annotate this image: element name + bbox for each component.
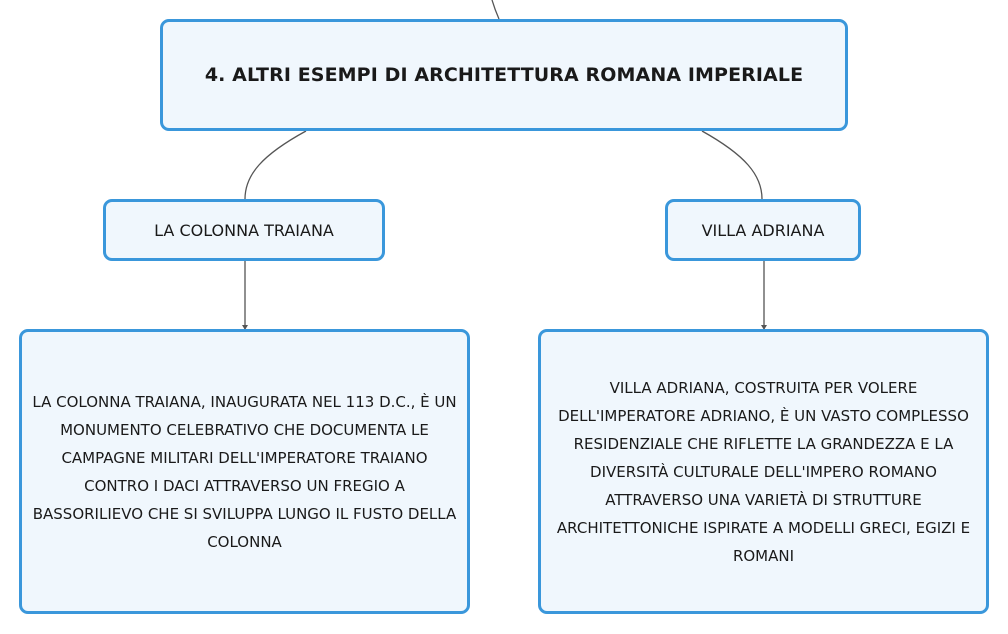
connector-root-to-colonna-traiana (245, 131, 306, 199)
topic-label-villa-adriana: VILLA ADRIANA (701, 220, 825, 240)
detail-text-villa-adriana: VILLA ADRIANA, COSTRUITA PER VOLERE DELL'IMPERATORE ADRIANO, È UN VASTO COMPLESSO RESIDENZIALE CHE RIFLETTE LA GRANDEZZA E LA DIVERSITÀ CULTURALE DELL'IMPERO ROMANO ATTRAVERSO UNA VARIETÀ DI STRUTTURE ARCHITETTONICHE ISPIRATE A MODELLI GRECI, EGIZI E ROMANI (556, 378, 971, 565)
connector-root-to-villa-adriana (702, 131, 762, 199)
topic-label-colonna-traiana: LA COLONNA TRAIANA (154, 220, 334, 240)
topic-node-villa-adriana[interactable] (665, 199, 861, 261)
root-topic-node[interactable] (160, 19, 848, 131)
detail-node-villa-adriana[interactable] (538, 329, 989, 614)
root-topic-label: 4. ALTRI ESEMPI DI ARCHITETTURA ROMANA IMPERIALE (204, 64, 804, 86)
connector-from-parent (492, 0, 499, 19)
topic-node-colonna-traiana[interactable] (103, 199, 385, 261)
detail-text-colonna-traiana: LA COLONNA TRAIANA, INAUGURATA NEL 113 D.C., È UN MONUMENTO CELEBRATIVO CHE DOCUMENTA LE CAMPAGNE MILITARI DELL'IMPERATORE TRAIANO CONTRO I DACI ATTRAVERSO UN FREGIO A BASSORILIEVO CHE SI SVILUPPA LUNGO IL FUSTO DELLA COLONNA (32, 392, 457, 551)
detail-node-colonna-traiana[interactable] (19, 329, 470, 614)
